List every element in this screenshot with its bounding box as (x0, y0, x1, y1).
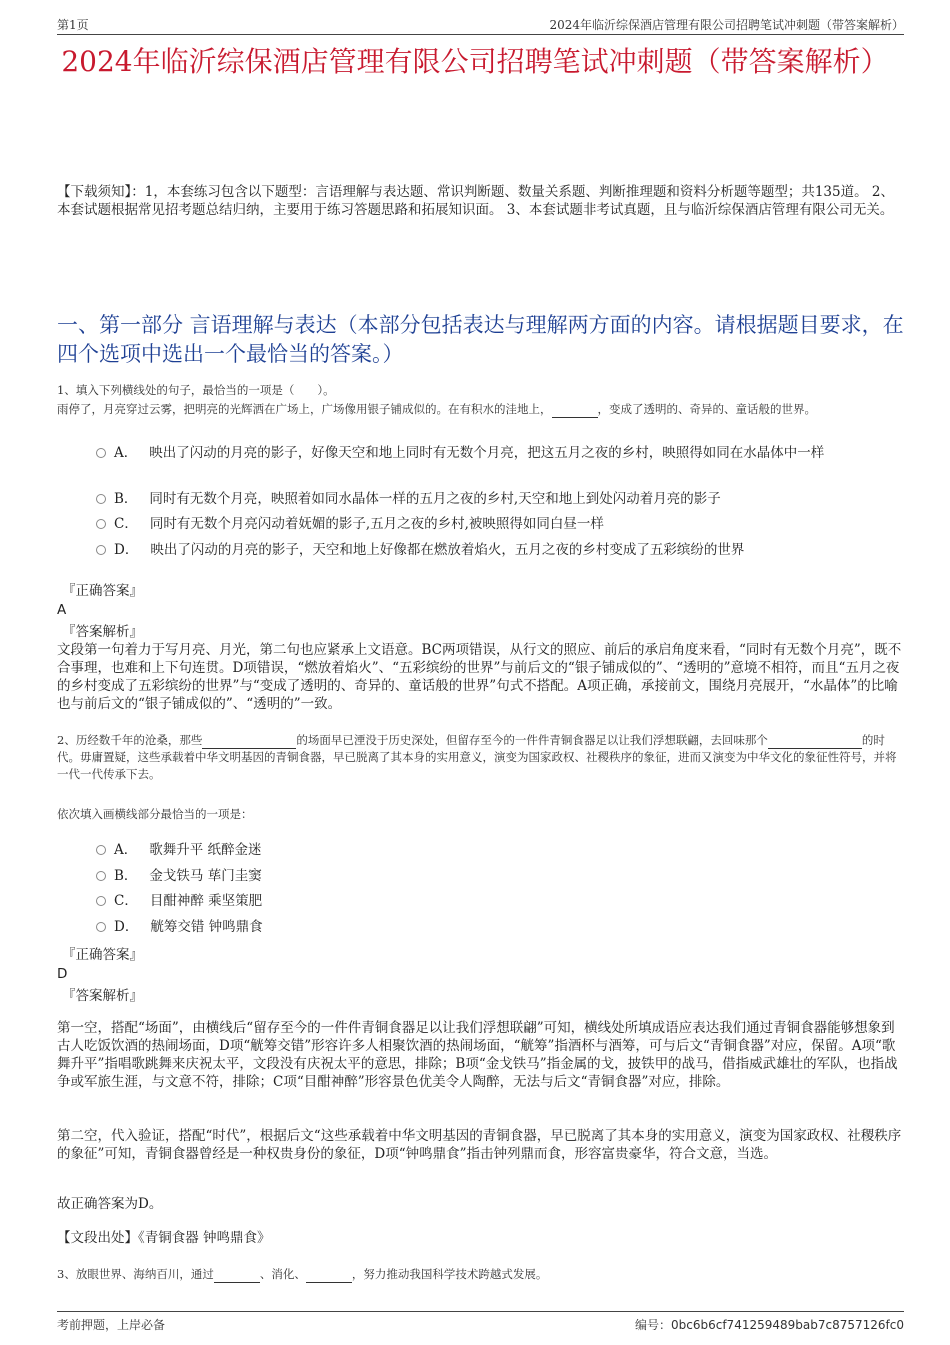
q2-analysis-2: 第二空，代入验证，搭配“时代”，根据后文“这些承载着中华文明基因的青铜食器，早已脱离了其本身的实用意义，演变为国家政权、社稷秩序的象征”可知，青铜食器曾经是一种权贵身份的象征，D项“钟鸣鼎食”指击钟列鼎而食，形容富贵豪华，符合文意，当选。 (57, 1128, 902, 1162)
radio-icon[interactable] (96, 545, 106, 555)
q1-passage: 雨停了，月亮穿过云雾，把明亮的光辉洒在广场上，广场像用银子铺成似的。在有积水的洼地上， ，变成了透明的、奇异的、童话般的世界。 (57, 402, 816, 416)
q2-source: 【文段出处】《青铜食器 钟鸣鼎食》 (57, 1230, 271, 1246)
q2-option-b[interactable]: B． 金戈铁马 荜门圭窦 (96, 864, 890, 888)
radio-icon[interactable] (96, 494, 106, 504)
radio-icon[interactable] (96, 519, 106, 529)
header-doc-title: 2024年临沂综保酒店管理有限公司招聘笔试冲刺题（带答案解析） (549, 18, 904, 32)
q2-correct-label: 『正确答案』 (62, 947, 143, 963)
q2-analysis-1: 第一空，搭配“场面”，由横线后“留存至今的一件件青铜食器足以让我们浮想联翩”可知，横线处所填成语应表达我们通过青铜食器能够想象到古人吃饭饮酒的热闹场面，D项“觥筹交错”形容许多人相聚饮酒的热闹场面，“觥筹”指酒杯与酒筹，可与后文“青铜食器”对应，保留。A项“歌舞升平”指唱歌跳舞来庆祝太平，文段没有庆祝太平的意思，排除；B项“金戈铁马”指金属的戈，披铁甲的战马，借指威武雄壮的军队，也指战争或军旅生涯，与文意不符，排除；C项“目酣神醉”形容景色优美令人陶醉，无法与后文“青铜食器”对应，排除。 (57, 1020, 898, 1090)
q2-stem: 2、历经数千年的沧桑，那些 的场面早已湮没于历史深处，但留存至今的一件件青铜食器足以让我们浮想联翩，去回味那个 的时代。毋庸置疑，这些承载着中华文明基因的青铜食器，早已脱离了其本身的实用意义，演变为国家政权、社稷秩序的象征，进而又演变为中华文化的象征性符号，并将一代一代传承下去。 (57, 733, 897, 781)
q1-option-a[interactable]: A． 映出了闪动的月亮的影子，好像天空和地上同时有无数个月亮，把这五月之夜的乡村，映照得如同在水晶体中一样 (96, 441, 890, 465)
q1-analysis: 文段第一句着力于写月亮、月光，第二句也应紧承上文语意。BC两项错误，从行文的照应、前后的承启角度来看，“同时有无数个月亮”，既不合事理，也难和上下句连贯。D项错误，“燃放着焰火”、“五彩缤纷的世界”与前后文的“银子铺成似的”、“透明的”意境不相符，而且“五月之夜的乡村变成了五彩缤纷的世界”与“变成了透明的、奇异的、童话般的世界”句式不搭配。A项正确，承接前文，围绕月亮展开，“水晶体”的比喻也与前后文的“银子铺成似的”、“透明的”一致。 (57, 642, 902, 712)
q2-option-d[interactable]: D． 觥筹交错 钟鸣鼎食 (96, 915, 890, 939)
page-header (57, 14, 904, 35)
radio-icon[interactable] (96, 845, 106, 855)
q3-blank-2 (306, 1269, 352, 1283)
q2-blank-2 (768, 735, 862, 749)
q2-blank-1 (202, 735, 296, 749)
q2-conclusion: 故正确答案为D。 (57, 1196, 163, 1212)
q1-answer: A (57, 602, 67, 618)
q2-answer: D (57, 966, 68, 982)
q3-blank-1 (214, 1269, 260, 1283)
q1-option-d[interactable]: D． 映出了闪动的月亮的影子，天空和地上好像都在燃放着焰火，五月之夜的乡村变成了五彩缤纷的世界 (96, 538, 890, 562)
section-title: 一、第一部分 言语理解与表达（本部分包括表达与理解两方面的内容。请根据题目要求，在四个选项中选出一个最恰当的答案。） (57, 313, 904, 366)
footer-code: 编号：0bc6b6cf741259489bab7c8757126fc0 (634, 1318, 904, 1332)
q1-option-b[interactable]: B． 同时有无数个月亮，映照着如同水晶体一样的五月之夜的乡村,天空和地上到处闪动着月亮的影子 (96, 487, 890, 511)
q1-analysis-label: 『答案解析』 (62, 624, 143, 640)
radio-icon[interactable] (96, 922, 106, 932)
footer-slogan: 考前押题，上岸必备 (57, 1318, 166, 1332)
q2-analysis-label: 『答案解析』 (62, 988, 143, 1004)
q2-prompt: 依次填入画横线部分最恰当的一项是： (57, 807, 253, 821)
q1-blank (552, 404, 598, 418)
radio-icon[interactable] (96, 871, 106, 881)
q1-correct-label: 『正确答案』 (62, 583, 143, 599)
download-notice: 【下载须知】：1，本套练习包含以下题型：言语理解与表达题、常识判断题、数量关系题、判断推理题和资料分析题等题型；共135道。 2、本套试题根据常见招考题总结归纳，主要用于练习答题思路和拓展知识面。 3、本套试题非考试真题，且与临沂综保酒店管理有限公司无关。 (57, 184, 894, 218)
q2-option-a[interactable]: A． 歌舞升平 纸醉金迷 (96, 838, 890, 862)
page-footer (57, 1311, 904, 1336)
q2-option-c[interactable]: C． 目酣神醉 乘坚策肥 (96, 889, 890, 913)
q1-option-c[interactable]: C． 同时有无数个月亮闪动着妩媚的影子,五月之夜的乡村,被映照得如同白昼一样 (96, 512, 890, 536)
page-number: 第1页 (57, 18, 89, 32)
q1-stem: 1、填入下列横线处的句子，最恰当的一项是（ ）。 (57, 383, 335, 397)
radio-icon[interactable] (96, 896, 106, 906)
q3-stem: 3、放眼世界、海纳百川，通过 、消化、 ，努力推动我国科学技术跨越式发展。 (57, 1267, 548, 1281)
document-title: 2024年临沂综保酒店管理有限公司招聘笔试冲刺题（带答案解析） (61, 45, 889, 78)
radio-icon[interactable] (96, 448, 106, 458)
